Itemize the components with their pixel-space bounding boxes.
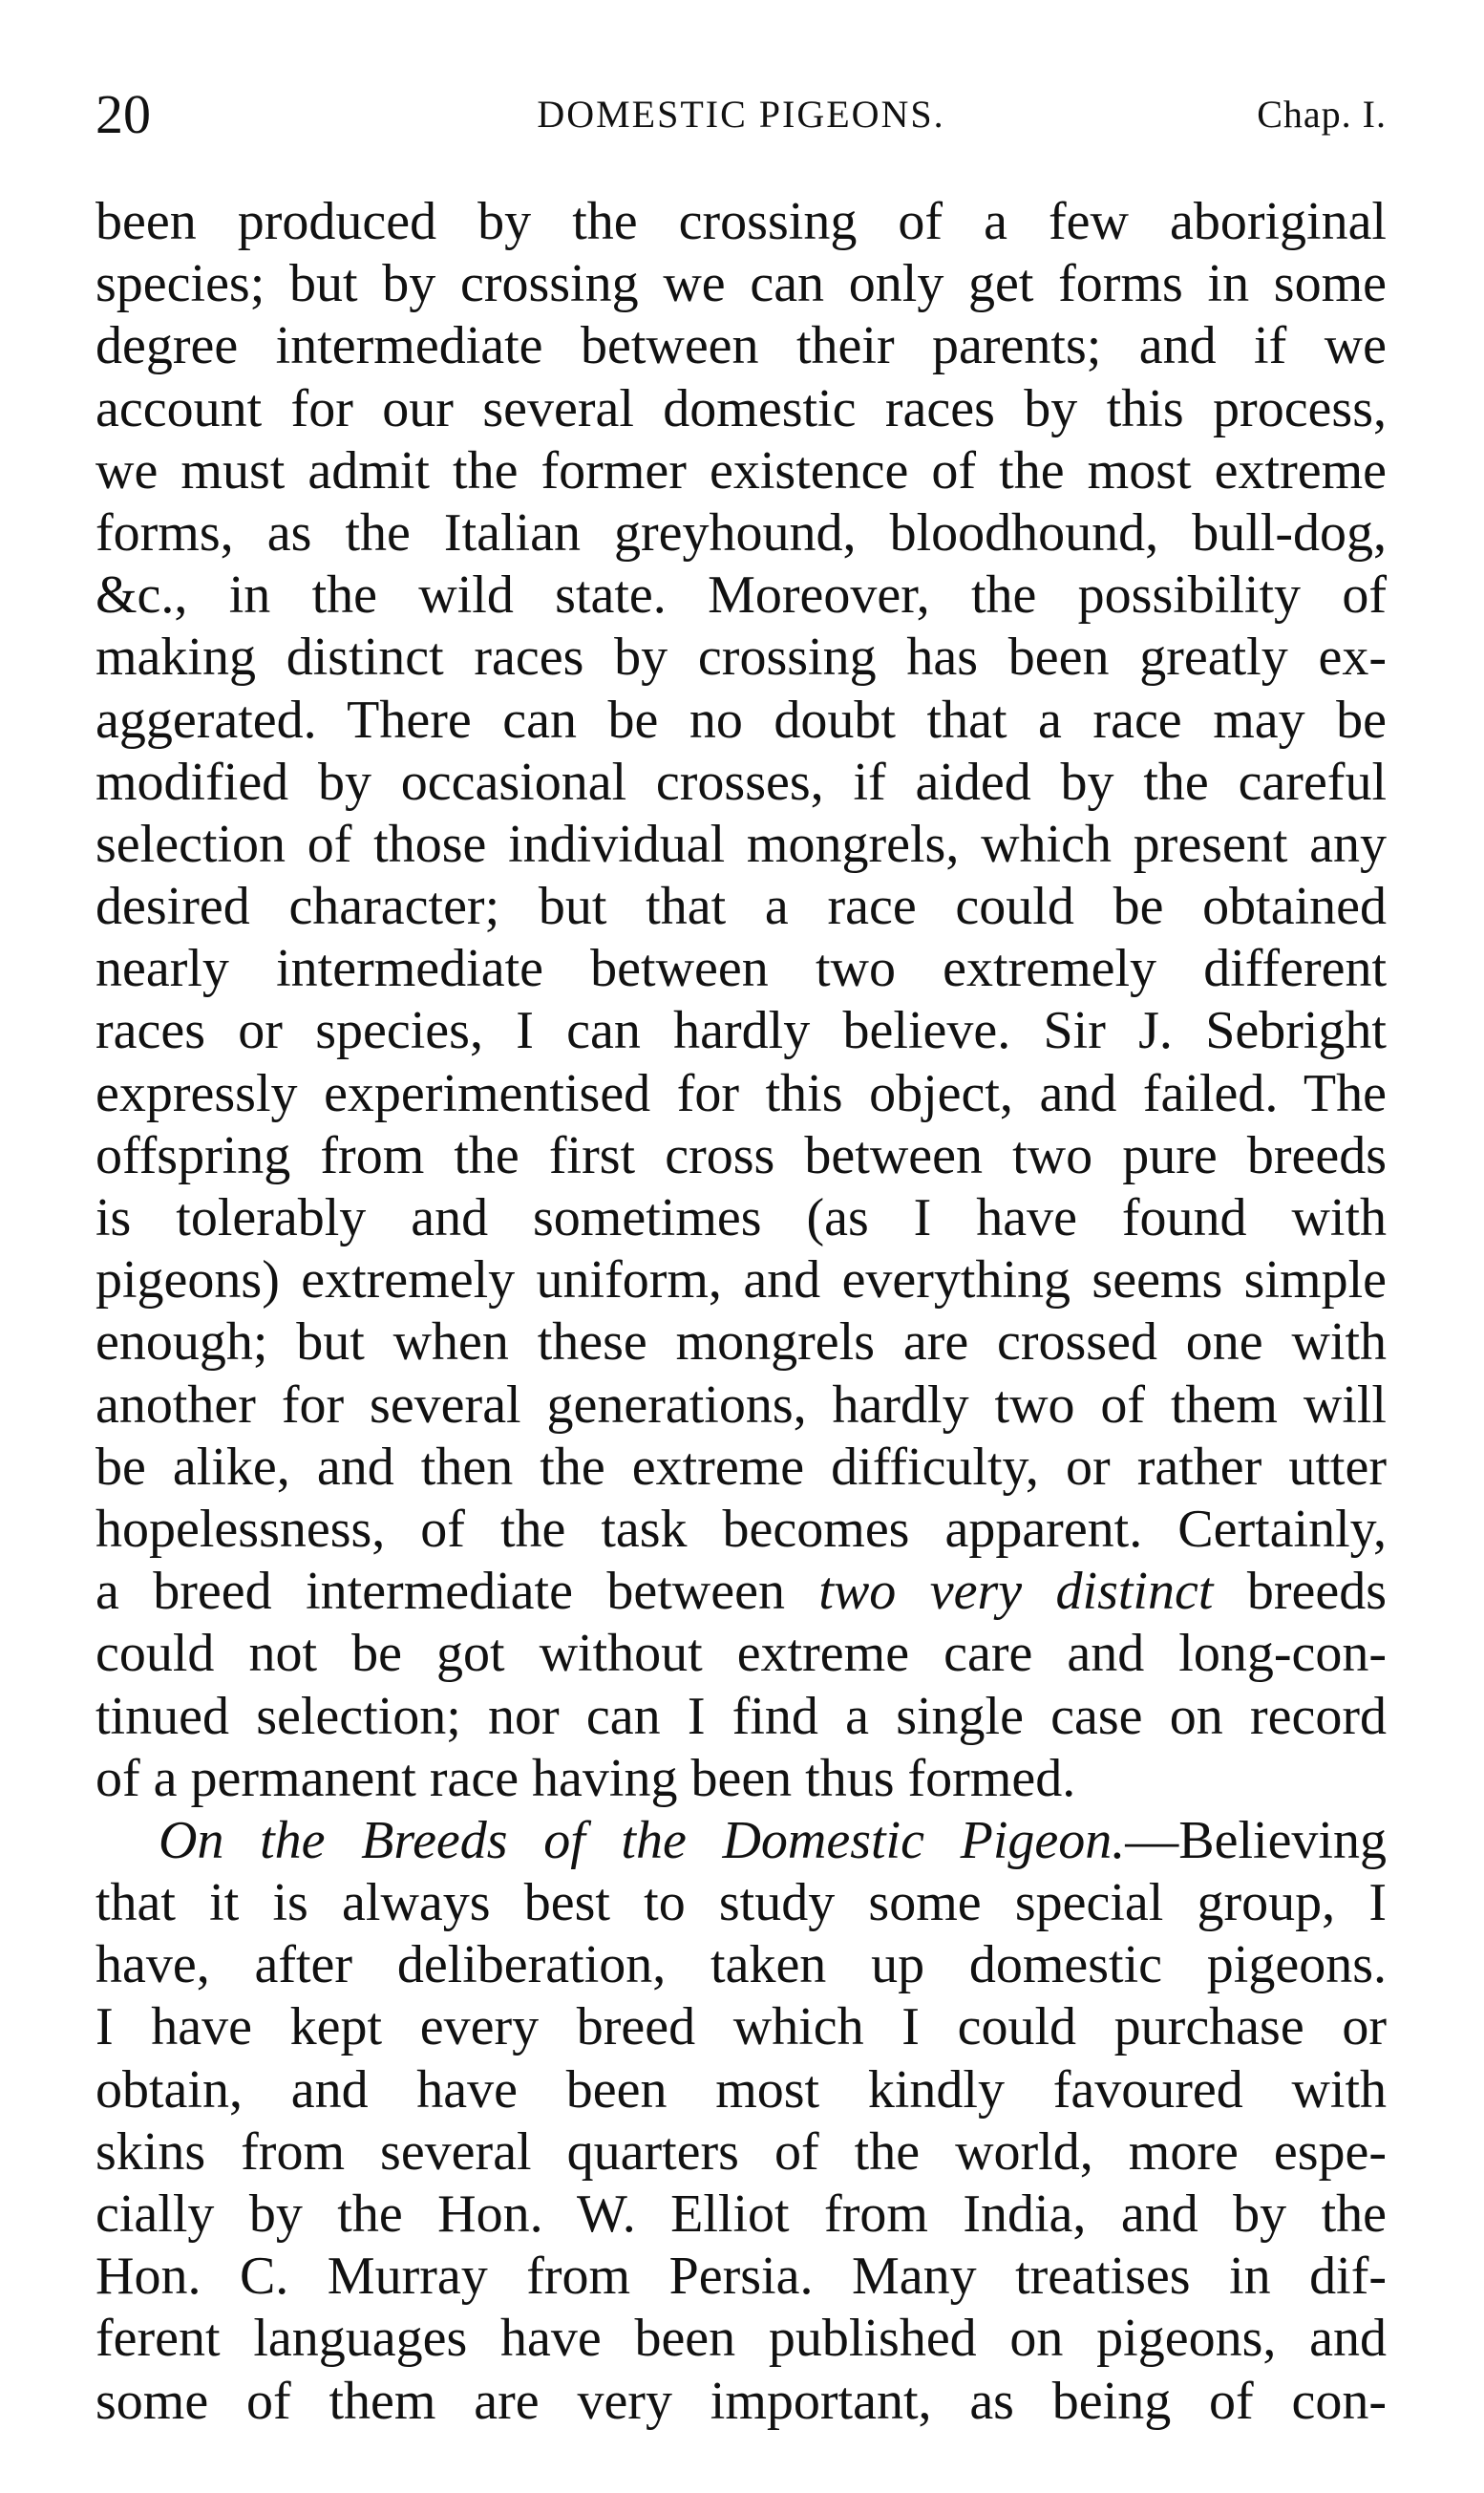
text-line: enough; but when these mongrels are crossed one with	[95, 1312, 1387, 1373]
text-line: that it is always best to study some special group, I	[95, 1873, 1387, 1933]
text-line: be alike, and then the extreme difficulty, or rather utter	[95, 1437, 1387, 1497]
text-run: breeds	[1213, 1562, 1388, 1622]
text-line: another for several generations, hardly two of them will	[95, 1374, 1387, 1435]
text-line: tinued selection; nor can I find a single case on record	[95, 1686, 1387, 1746]
text-line: cially by the Hon. W. Elliot from India, and by the	[95, 2184, 1387, 2244]
text-line: selection of those individual mongrels, which present any	[95, 814, 1387, 874]
text-line: ferent languages have been published on pigeons, and	[95, 2309, 1387, 2369]
text-line: have, after deliberation, taken up domestic pigeons.	[95, 1935, 1387, 1995]
text-line: forms, as the Italian greyhound, bloodhound, bull-dog,	[95, 502, 1387, 563]
text-line: pigeons) extremely uniform, and everything seems simple	[95, 1250, 1387, 1310]
text-line: I have kept every breed which I could purchase or	[95, 1997, 1387, 2057]
text-line: races or species, I can hardly believe. Sir J. Sebright	[95, 1001, 1387, 1061]
text-line: species; but by crossing we can only get forms in some	[95, 254, 1387, 314]
text-line: modified by occasional crosses, if aided by the careful	[95, 752, 1387, 812]
text-run: —Believing	[1125, 1810, 1387, 1870]
text-line: been produced by the crossing of a few aboriginal	[95, 192, 1387, 251]
text-line	[95, 1561, 1387, 1623]
text-line: account for our several domestic races by this process,	[95, 378, 1387, 438]
text-line: aggerated. There can be no doubt that a race may be	[95, 690, 1387, 750]
text-line: degree intermediate between their parents; and if we	[95, 316, 1387, 376]
text-line: skins from several quarters of the world, more espe-	[95, 2121, 1387, 2182]
section-heading: On the Breeds of the Domestic Pigeon.	[159, 1810, 1126, 1870]
text-line: nearly intermediate between two extremely different	[95, 939, 1387, 999]
section-heading-line	[95, 1810, 1387, 1872]
text-run: a breed intermediate between	[95, 1562, 819, 1622]
text-line: expressly experimentised for this object, and failed. The	[95, 1063, 1387, 1123]
text-line: Hon. C. Murray from Persia. Many treatises in dif-	[95, 2247, 1387, 2307]
body-text	[95, 191, 1387, 2433]
text-line: hopelessness, of the task becomes apparent. Certainly,	[95, 1499, 1387, 1559]
italic-emphasis: two very distinct	[818, 1562, 1214, 1622]
text-line: offspring from the first cross between two pure breeds	[95, 1125, 1387, 1185]
text-line: obtain, and have been most kindly favoured with	[95, 2059, 1387, 2120]
text-line: could not be got without extreme care and long-con-	[95, 1624, 1387, 1684]
page-number: 20	[95, 83, 151, 145]
text-line: some of them are very important, as being of con-	[95, 2371, 1387, 2431]
text-line: &c., in the wild state. Moreover, the possibility of	[95, 565, 1387, 626]
text-line: desired character; but that a race could be obtained	[95, 877, 1387, 937]
text-line: we must admit the former existence of the most extreme	[95, 440, 1387, 501]
text-line: is tolerably and sometimes (as I have found with	[95, 1188, 1387, 1247]
text-line: making distinct races by crossing has been greatly ex-	[95, 628, 1387, 688]
text-line: of a permanent race having been thus formed.	[95, 1748, 1076, 1808]
running-header	[95, 76, 1387, 153]
running-title: DOMESTIC PIGEONS.	[537, 93, 945, 136]
book-page	[95, 76, 1387, 2433]
chapter-label: Chap. I.	[1257, 93, 1387, 136]
